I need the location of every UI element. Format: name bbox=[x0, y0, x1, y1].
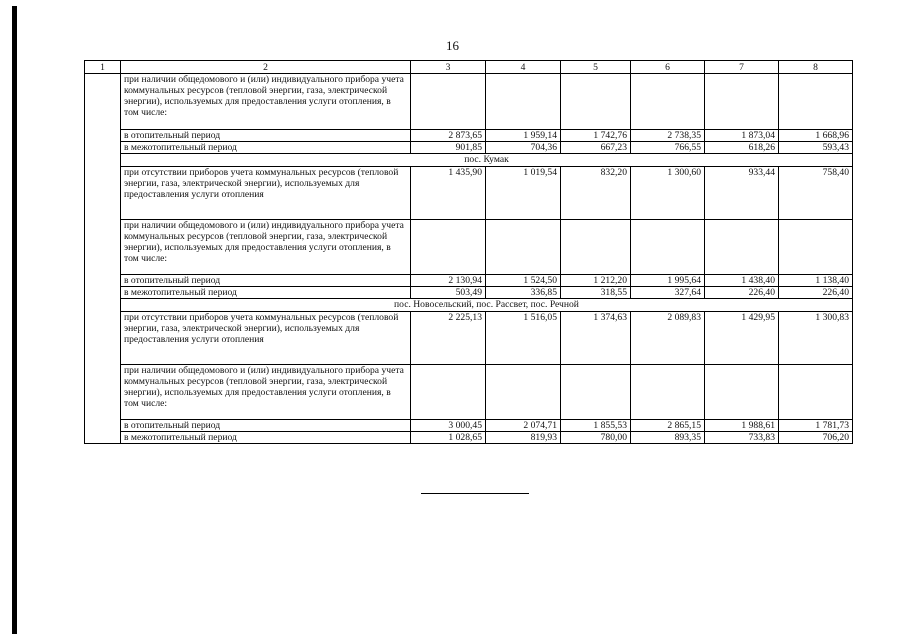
value-cell: 1 300,83 bbox=[779, 312, 853, 365]
header-cell: 3 bbox=[411, 61, 486, 74]
value-cell: 1 429,95 bbox=[705, 312, 779, 365]
header-cell: 8 bbox=[779, 61, 853, 74]
value-cell: 819,93 bbox=[486, 432, 561, 444]
table-row bbox=[85, 287, 853, 299]
table-row bbox=[85, 74, 853, 130]
value-cell: 226,40 bbox=[705, 287, 779, 299]
value-cell: 2 089,83 bbox=[631, 312, 705, 365]
scan-margin-bar bbox=[12, 6, 17, 634]
table-row bbox=[85, 432, 853, 444]
value-cell: 1 028,65 bbox=[411, 432, 486, 444]
section-row bbox=[85, 299, 853, 312]
value-cell: 1 019,54 bbox=[486, 167, 561, 220]
section-row bbox=[85, 154, 853, 167]
value-cell: 667,23 bbox=[561, 142, 631, 154]
value-cell: 2 225,13 bbox=[411, 312, 486, 365]
value-cell: 1 212,20 bbox=[561, 275, 631, 287]
row-label: в отопительный период bbox=[121, 275, 411, 287]
value-cell: 618,26 bbox=[705, 142, 779, 154]
value-cell: 1 855,53 bbox=[561, 420, 631, 432]
table-row bbox=[85, 365, 853, 420]
value-cell: 2 130,94 bbox=[411, 275, 486, 287]
value-cell: 901,85 bbox=[411, 142, 486, 154]
row-label: в межотопительный период bbox=[121, 432, 411, 444]
value-cell: 1 435,90 bbox=[411, 167, 486, 220]
value-cell: 2 873,65 bbox=[411, 130, 486, 142]
value-cell: 3 000,45 bbox=[411, 420, 486, 432]
value-cell: 1 138,40 bbox=[779, 275, 853, 287]
value-cell: 1 374,63 bbox=[561, 312, 631, 365]
value-cell: 327,64 bbox=[631, 287, 705, 299]
tariff-table bbox=[84, 60, 853, 444]
table-row bbox=[85, 220, 853, 275]
value-cell: 706,20 bbox=[779, 432, 853, 444]
value-cell: 1 524,50 bbox=[486, 275, 561, 287]
row-label: при наличии общедомового и (или) индивидуального прибора учета коммунальных ресурсов (тепловой энергии, газа, электрической энергии), используемых для предоставления услуги отопления, в том числе: bbox=[121, 74, 411, 130]
row-label: в межотопительный период bbox=[121, 142, 411, 154]
value-cell: 1 668,96 bbox=[779, 130, 853, 142]
value-cell: 1 781,73 bbox=[779, 420, 853, 432]
page-number: 16 bbox=[446, 38, 459, 53]
value-cell: 1 742,76 bbox=[561, 130, 631, 142]
section-title: пос. Кумак bbox=[121, 154, 853, 167]
value-cell: 503,49 bbox=[411, 287, 486, 299]
value-cell: 780,00 bbox=[561, 432, 631, 444]
value-cell: 2 865,15 bbox=[631, 420, 705, 432]
header-row bbox=[85, 61, 853, 74]
value-cell: 226,40 bbox=[779, 287, 853, 299]
value-cell: 2 738,35 bbox=[631, 130, 705, 142]
row-label: при наличии общедомового и (или) индивидуального прибора учета коммунальных ресурсов (тепловой энергии, газа, электрической энергии), используемых для предоставления услуги отопления, в том числе: bbox=[121, 220, 411, 275]
row-label: в отопительный период bbox=[121, 130, 411, 142]
table-row bbox=[85, 420, 853, 432]
value-cell: 1 959,14 bbox=[486, 130, 561, 142]
table-row bbox=[85, 167, 853, 220]
table-row bbox=[85, 142, 853, 154]
value-cell: 704,36 bbox=[486, 142, 561, 154]
header-cell: 1 bbox=[85, 61, 121, 74]
row-label: в межотопительный период bbox=[121, 287, 411, 299]
value-cell: 1 995,64 bbox=[631, 275, 705, 287]
value-cell: 766,55 bbox=[631, 142, 705, 154]
value-cell: 1 300,60 bbox=[631, 167, 705, 220]
value-cell: 2 074,71 bbox=[486, 420, 561, 432]
value-cell: 336,85 bbox=[486, 287, 561, 299]
value-cell: 1 438,40 bbox=[705, 275, 779, 287]
row-label: в отопительный период bbox=[121, 420, 411, 432]
row-label: при наличии общедомового и (или) индивидуального прибора учета коммунальных ресурсов (тепловой энергии, газа, электрической энергии), используемых для предоставления услуги отопления, в том числе: bbox=[121, 365, 411, 420]
header-cell: 7 bbox=[705, 61, 779, 74]
table-row bbox=[85, 275, 853, 287]
value-cell: 893,35 bbox=[631, 432, 705, 444]
header-cell: 6 bbox=[631, 61, 705, 74]
value-cell: 1 873,04 bbox=[705, 130, 779, 142]
value-cell: 933,44 bbox=[705, 167, 779, 220]
value-cell: 318,55 bbox=[561, 287, 631, 299]
header-cell: 4 bbox=[486, 61, 561, 74]
header-cell: 5 bbox=[561, 61, 631, 74]
table-row bbox=[85, 312, 853, 365]
value-cell: 1 516,05 bbox=[486, 312, 561, 365]
value-cell: 758,40 bbox=[779, 167, 853, 220]
row-label: при отсутствии приборов учета коммунальных ресурсов (тепловой энергии, газа, электрической энергии), используемых для предоставления услуги отопления bbox=[121, 312, 411, 365]
value-cell: 733,83 bbox=[705, 432, 779, 444]
row-label: при отсутствии приборов учета коммунальных ресурсов (тепловой энергии, газа, электрической энергии), используемых для предоставления услуги отопления bbox=[121, 167, 411, 220]
value-cell: 1 988,61 bbox=[705, 420, 779, 432]
value-cell: 593,43 bbox=[779, 142, 853, 154]
section-title: пос. Новосельский, пос. Рассвет, пос. Речной bbox=[121, 299, 853, 312]
end-rule bbox=[421, 493, 529, 494]
value-cell: 832,20 bbox=[561, 167, 631, 220]
table-row bbox=[85, 130, 853, 142]
header-cell: 2 bbox=[121, 61, 411, 74]
